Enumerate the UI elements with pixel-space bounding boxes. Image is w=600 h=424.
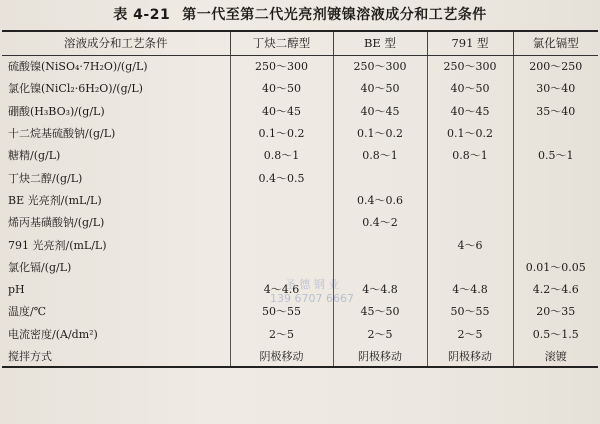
- table-cell: 250～300: [333, 55, 427, 77]
- table-row: [2, 345, 598, 367]
- table-cell: [230, 189, 333, 211]
- table-cell: 4.2～4.6: [532, 283, 579, 297]
- row-label: 温度/℃: [2, 300, 230, 322]
- header-row: [2, 31, 598, 55]
- table-row: [2, 278, 598, 300]
- table-cell: 2～5: [427, 323, 513, 345]
- row-label: 搅拌方式: [2, 345, 230, 367]
- table-cell: [427, 211, 513, 233]
- table-row: [2, 122, 598, 144]
- table-row: [2, 166, 598, 188]
- header-cell: BE 型: [333, 31, 427, 55]
- table-cell: 40～45: [333, 100, 427, 122]
- watermark-text: 圣 德 钢 业: [284, 278, 340, 291]
- row-label: 十二烷基硫酸钠/(g/L): [2, 122, 230, 144]
- watermark-phone: 139 6707 6667: [270, 292, 354, 305]
- table-cell: [230, 233, 333, 255]
- table-cell: 30～40: [536, 82, 576, 96]
- table-row: [2, 233, 598, 255]
- header-cell: 791 型: [427, 31, 513, 55]
- table-cell: 阴极移动: [333, 345, 427, 367]
- table-cell: 0.5～1: [538, 149, 574, 163]
- table-cell: 0.5～1.5: [532, 327, 579, 341]
- table-cell: [333, 233, 427, 255]
- table-cell: 0.4～0.6: [333, 189, 427, 211]
- table-row: [2, 144, 598, 166]
- table-row: [2, 55, 598, 77]
- table-cell: 0.1～0.2: [230, 122, 333, 144]
- table-cell: [230, 211, 333, 233]
- table-cell: 40～50: [230, 77, 333, 99]
- table-row: [2, 300, 598, 322]
- table-cell: 40～50: [333, 77, 427, 99]
- header-cell: 溶液成分和工艺条件: [2, 31, 230, 55]
- process-conditions-table: [2, 30, 598, 368]
- row-label: 电流密度/(A/dm²): [2, 323, 230, 345]
- table-row: [2, 77, 598, 99]
- table-cell: [427, 166, 513, 188]
- table-cell: 0.4～0.5: [230, 166, 333, 188]
- table-cell: 4～6: [427, 233, 513, 255]
- table-cell: 阴极移动: [230, 345, 333, 367]
- table-row: [2, 256, 598, 278]
- table-cell: 0.1～0.2: [333, 122, 427, 144]
- table-cell: [333, 166, 427, 188]
- table-cell: 40～50: [427, 77, 513, 99]
- table-cell: 50～55: [230, 300, 333, 322]
- header-cell: 丁炔二醇型: [230, 31, 333, 55]
- table-cell: 0.8～1: [427, 144, 513, 166]
- row-label: 氯化镉/(g/L): [2, 256, 230, 278]
- table-number: 表 4-21: [113, 7, 171, 23]
- table-cell: [513, 122, 598, 144]
- row-label: pH: [2, 278, 230, 300]
- table-cell: 35～40: [536, 104, 576, 118]
- table-cell: 0.8～1: [333, 144, 427, 166]
- table-body: [2, 55, 598, 367]
- table-cell: 250～300: [230, 55, 333, 77]
- table-cell: 滚镀: [513, 345, 598, 367]
- table-cell: [513, 189, 598, 211]
- row-label: 丁炔二醇/(g/L): [2, 166, 230, 188]
- table-cell: 0.1～0.2: [427, 122, 513, 144]
- table-title: 第一代至第二代光亮剂镀镍溶液成分和工艺条件: [182, 7, 487, 23]
- table-cell: 50～55: [427, 300, 513, 322]
- table-cell: 4～4.6: [230, 278, 333, 300]
- table-cell: 45～50: [333, 300, 427, 322]
- row-label: BE 光亮剂/(mL/L): [2, 189, 230, 211]
- table-cell: 2～5: [230, 323, 333, 345]
- row-label: 氯化镍(NiCl₂·6H₂O)/(g/L): [2, 77, 230, 99]
- table-row: [2, 323, 598, 345]
- table-cell: [513, 166, 598, 188]
- table-cell: 0.01～0.05: [525, 260, 586, 274]
- table-cell: [230, 256, 333, 278]
- table-cell: 40～45: [427, 100, 513, 122]
- table-cell: [427, 189, 513, 211]
- table-cell: 阴极移动: [427, 345, 513, 367]
- table-cell: 250～300: [427, 55, 513, 77]
- table-cell: [513, 233, 598, 255]
- row-label: 791 光亮剂/(mL/L): [2, 233, 230, 255]
- table-row: [2, 100, 598, 122]
- row-label: 糖精/(g/L): [2, 144, 230, 166]
- row-label: 硼酸(H₃BO₃)/(g/L): [2, 100, 230, 122]
- table-cell: 20～35: [536, 305, 576, 319]
- table-row: [2, 211, 598, 233]
- table-caption: [0, 4, 600, 26]
- row-label: 烯丙基磺酸钠/(g/L): [2, 211, 230, 233]
- table-cell: 0.8～1: [230, 144, 333, 166]
- table-cell: 4～4.8: [427, 278, 513, 300]
- table-cell: 2～5: [333, 323, 427, 345]
- table-cell: 0.4～2: [333, 211, 427, 233]
- table-cell: 200～250: [529, 60, 583, 74]
- table-cell: 4～4.8: [333, 278, 427, 300]
- table-cell: [513, 211, 598, 233]
- header-cell: 氯化镉型: [513, 31, 598, 55]
- table-row: [2, 189, 598, 211]
- table-cell: [333, 256, 427, 278]
- table-cell: [427, 256, 513, 278]
- table-cell: 40～45: [230, 100, 333, 122]
- row-label: 硫酸镍(NiSO₄·7H₂O)/(g/L): [2, 55, 230, 77]
